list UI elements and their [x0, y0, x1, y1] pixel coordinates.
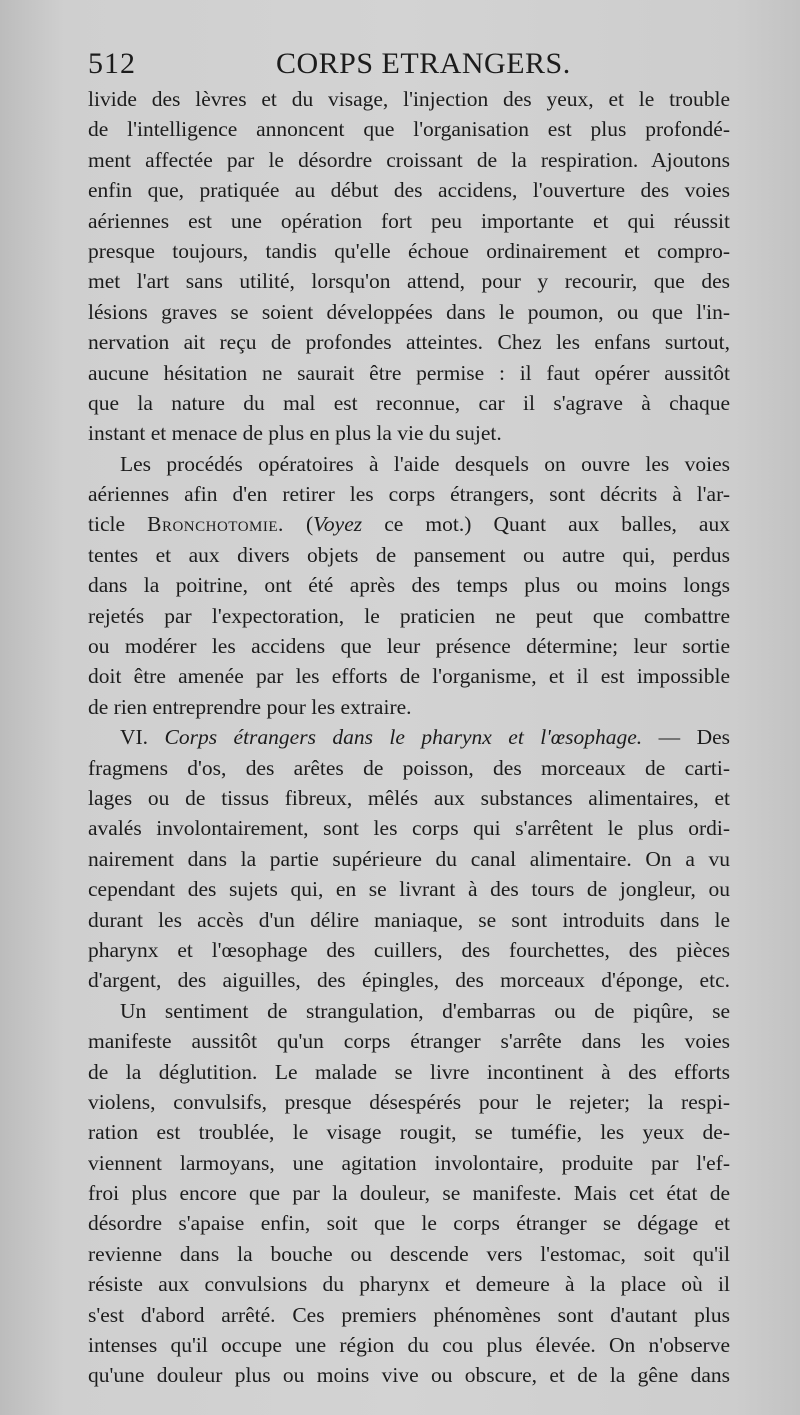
text-line: désordre s'apaise enfin, soit que le corps étranger se dégage et: [88, 1211, 730, 1236]
text-line: revienne dans la bouche ou descende vers l'estomac, soit qu'il: [88, 1241, 730, 1266]
page-header: [88, 44, 730, 84]
text-line: aériennes afin d'en retirer les corps étrangers, sont décrits à l'ar-: [88, 482, 730, 507]
body-text: [88, 84, 730, 1391]
text-line: doit être amenée par les efforts de l'organisme, et il est impossible: [88, 664, 730, 689]
running-title: CORPS ETRANGERS.: [276, 47, 571, 80]
text-line: Un sentiment de strangulation, d'embarras ou de piqûre, se: [120, 998, 730, 1023]
text-line: violens, convulsifs, presque désespérés pour le rejeter; la respi-: [88, 1089, 730, 1114]
text-line: ou modérer les accidens que leur présence détermine; leur sortie: [88, 634, 730, 659]
text-line: cependant des sujets qui, en se livrant à des tours de jongleur, ou: [88, 877, 730, 902]
text-line: de rien entreprendre pour les extraire.: [88, 694, 412, 719]
text-line: manifeste aussitôt qu'un corps étranger s'arrête dans les voies: [88, 1029, 730, 1054]
text-line: fragmens d'os, des arêtes de poisson, des morceaux de carti-: [88, 755, 730, 780]
cross-reference-term: Bronchotomie.: [147, 512, 284, 537]
text-line: durant les accès d'un délire maniaque, se sont introduits dans le: [88, 907, 730, 932]
text-line: avalés involontairement, sont les corps qui s'arrêtent le plus ordi-: [88, 816, 730, 841]
text-line: tentes et aux divers objets de pansement ou autre qui, perdus: [88, 542, 730, 567]
text-line: résiste aux convulsions du pharynx et demeure à la place où il: [88, 1272, 730, 1297]
text-line: livide des lèvres et du visage, l'injection des yeux, et le trouble: [88, 87, 730, 111]
text-line: d'argent, des aiguilles, des épingles, des morceaux d'éponge, etc.: [88, 968, 730, 993]
text-segment: — Des: [642, 725, 730, 750]
text-line: viennent larmoyans, une agitation involontaire, produite par l'ef-: [88, 1150, 730, 1175]
text-line: Les procédés opératoires à l'aide desquels on ouvre les voies: [120, 451, 730, 476]
text-line: lésions graves se soient développées dans le poumon, ou que l'in-: [88, 299, 730, 324]
text-line: presque toujours, tandis qu'elle échoue ordinairement et compro-: [88, 238, 730, 263]
text-line: nairement dans la partie supérieure du canal alimentaire. On a vu: [88, 846, 730, 871]
text-line: nervation ait reçu de profondes atteintes. Chez les enfans surtout,: [88, 330, 730, 355]
section-title: Corps étrangers dans le pharynx et l'œsophage.: [164, 725, 643, 750]
text-line: que la nature du mal est reconnue, car il s'agrave à chaque: [88, 390, 730, 415]
text-line: instant et menace de plus en plus la vie du sujet.: [88, 421, 502, 446]
text-line: met l'art sans utilité, lorsqu'on attend, pour y recourir, que des: [88, 269, 730, 294]
page-number: 512: [88, 47, 136, 80]
text-line: s'est d'abord arrêté. Ces premiers phénomènes sont d'autant plus: [88, 1302, 730, 1327]
text-line: enfin que, pratiquée au début des accidens, l'ouverture des voies: [88, 178, 730, 203]
text-line-with-cross-reference: [88, 509, 730, 539]
text-line: de l'intelligence annoncent que l'organisation est plus profondé-: [88, 117, 730, 142]
text-line: aucune hésitation ne saurait être permise : il faut opérer aussitôt: [88, 360, 730, 385]
text-line: aériennes est une opération fort peu importante et qui réussit: [88, 208, 730, 233]
text-line: lages ou de tissus fibreux, mêlés aux substances alimentaires, et: [88, 785, 730, 810]
text-line: froi plus encore que par la douleur, se manifeste. Mais cet état de: [88, 1181, 730, 1206]
text-segment: ce mot.) Quant aux balles, aux: [362, 512, 730, 537]
text-line: de la déglutition. Le malade se livre incontinent à des efforts: [88, 1059, 730, 1084]
text-line: rejetés par l'expectoration, le praticien ne peut que combattre: [88, 603, 730, 628]
text-line: qu'une douleur plus ou moins vive ou obscure, et de la gêne dans: [88, 1363, 730, 1388]
cross-reference-voyez: Voyez: [313, 512, 363, 537]
text-segment: ticle: [88, 512, 148, 537]
section-heading-line: [88, 722, 730, 752]
text-line: intenses qu'il occupe une région du cou plus élevée. On n'observe: [88, 1333, 730, 1358]
text-segment: (: [283, 512, 314, 537]
section-number: VI.: [120, 725, 165, 750]
text-line: dans la poitrine, ont été après des temps plus ou moins longs: [88, 573, 730, 598]
text-line: ration est troublée, le visage rougit, se tuméfie, les yeux de-: [88, 1120, 730, 1145]
text-line: pharynx et l'œsophage des cuillers, des fourchettes, des pièces: [88, 937, 730, 962]
text-line: ment affectée par le désordre croissant de la respiration. Ajoutons: [88, 147, 730, 172]
